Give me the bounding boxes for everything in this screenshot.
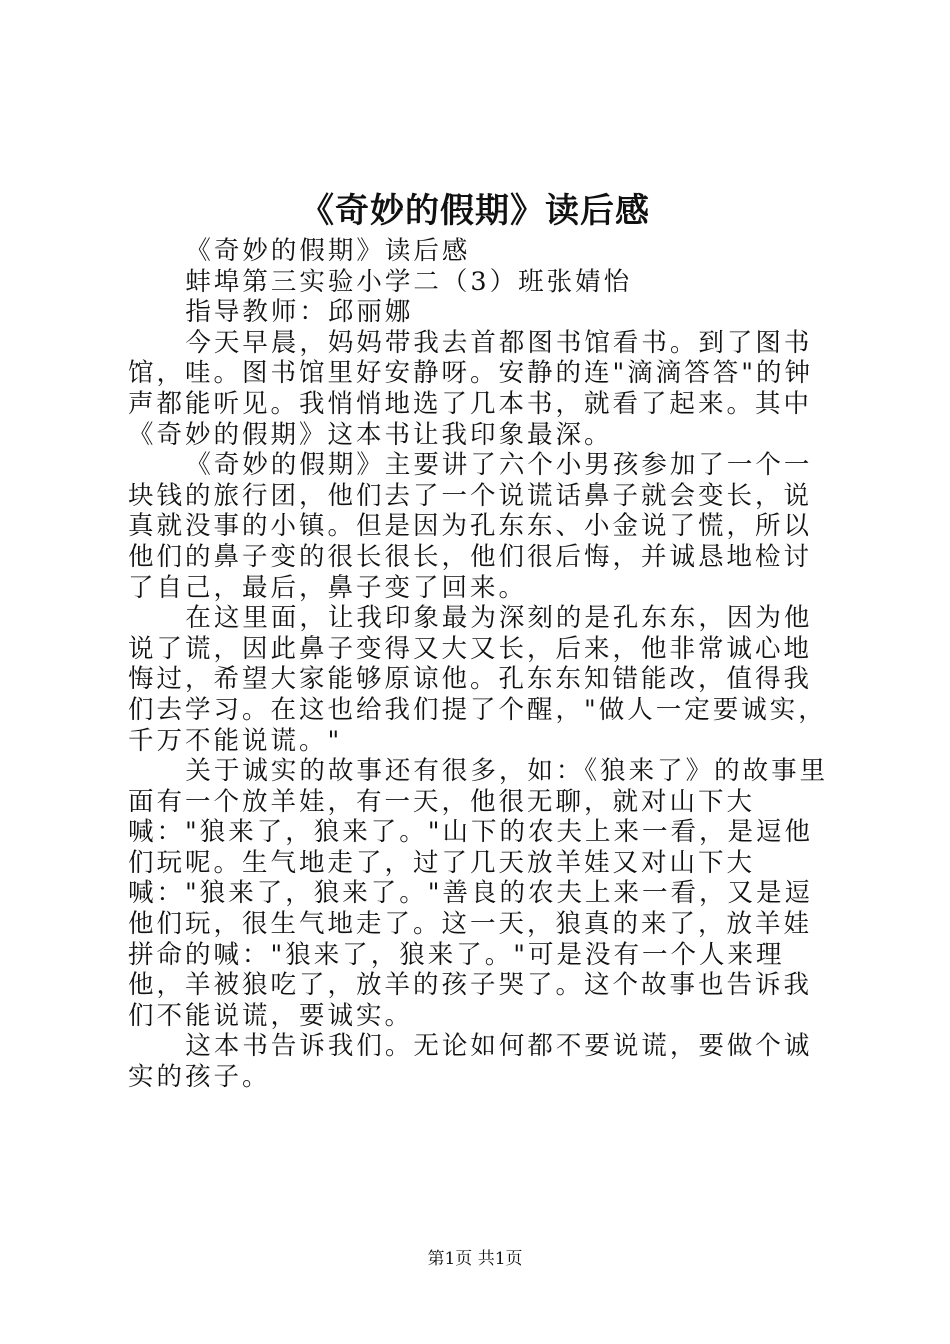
paragraph: 这本书告诉我们。无论如何都不要说谎，要做个诚实的孩子。 (128, 1031, 813, 1093)
paragraph: 今天早晨，妈妈带我去首都图书馆看书。到了图书馆，哇。图书馆里好安静呀。安静的连"滴滴答答"的钟声都能听见。我悄悄地选了几本书，就看了起来。其中《奇妙的假期》这本书让我印象最深。 (128, 327, 813, 450)
teacher-line: 指导教师：邱丽娜 (185, 297, 414, 328)
subtitle-line: 《奇妙的假期》读后感 (185, 236, 471, 266)
document-body (128, 236, 833, 1093)
document-title: 《奇妙的假期》读后感 (300, 191, 650, 231)
page-footer: 第1页 共1页 (427, 1249, 523, 1269)
author-line: 蚌埠第三实验小学二（3）班张婧怡 (185, 266, 633, 297)
paragraph: 关于诚实的故事还有很多，如：《狼来了》的故事里面有一个放羊娃，有一天，他很无聊，就对山下大喊："狼来了，狼来了。"山下的农夫上来一看，是逗他们玩呢。生气地走了，过了几天放羊娃又对山下大喊："狼来了，狼来了。"善良的农夫上来一看，又是逗他们玩，很生气地走了。这一天，狼真的来了，放羊娃拼命的喊："狼来了，狼来了。"可是没有一个人来理他，羊被狼吃了，放羊的孩子哭了。这个故事也告诉我们不能说谎，要诚实。 (128, 756, 829, 1031)
paragraph: 《奇妙的假期》主要讲了六个小男孩参加了一个一块钱的旅行团，他们去了一个说谎话鼻子就会变长，说真就没事的小镇。但是因为孔东东、小金说了慌，所以他们的鼻子变的很长很长，他们很后悔，并诚恳地检讨了自己，最后，鼻子变了回来。 (128, 450, 813, 603)
paragraph: 在这里面，让我印象最为深刻的是孔东东，因为他说了谎，因此鼻子变得又大又长，后来，他非常诚心地悔过，希望大家能够原谅他。孔东东知错能改，值得我们去学习。在这也给我们提了个醒，"做人一定要诚实，千万不能说谎。" (128, 603, 827, 756)
